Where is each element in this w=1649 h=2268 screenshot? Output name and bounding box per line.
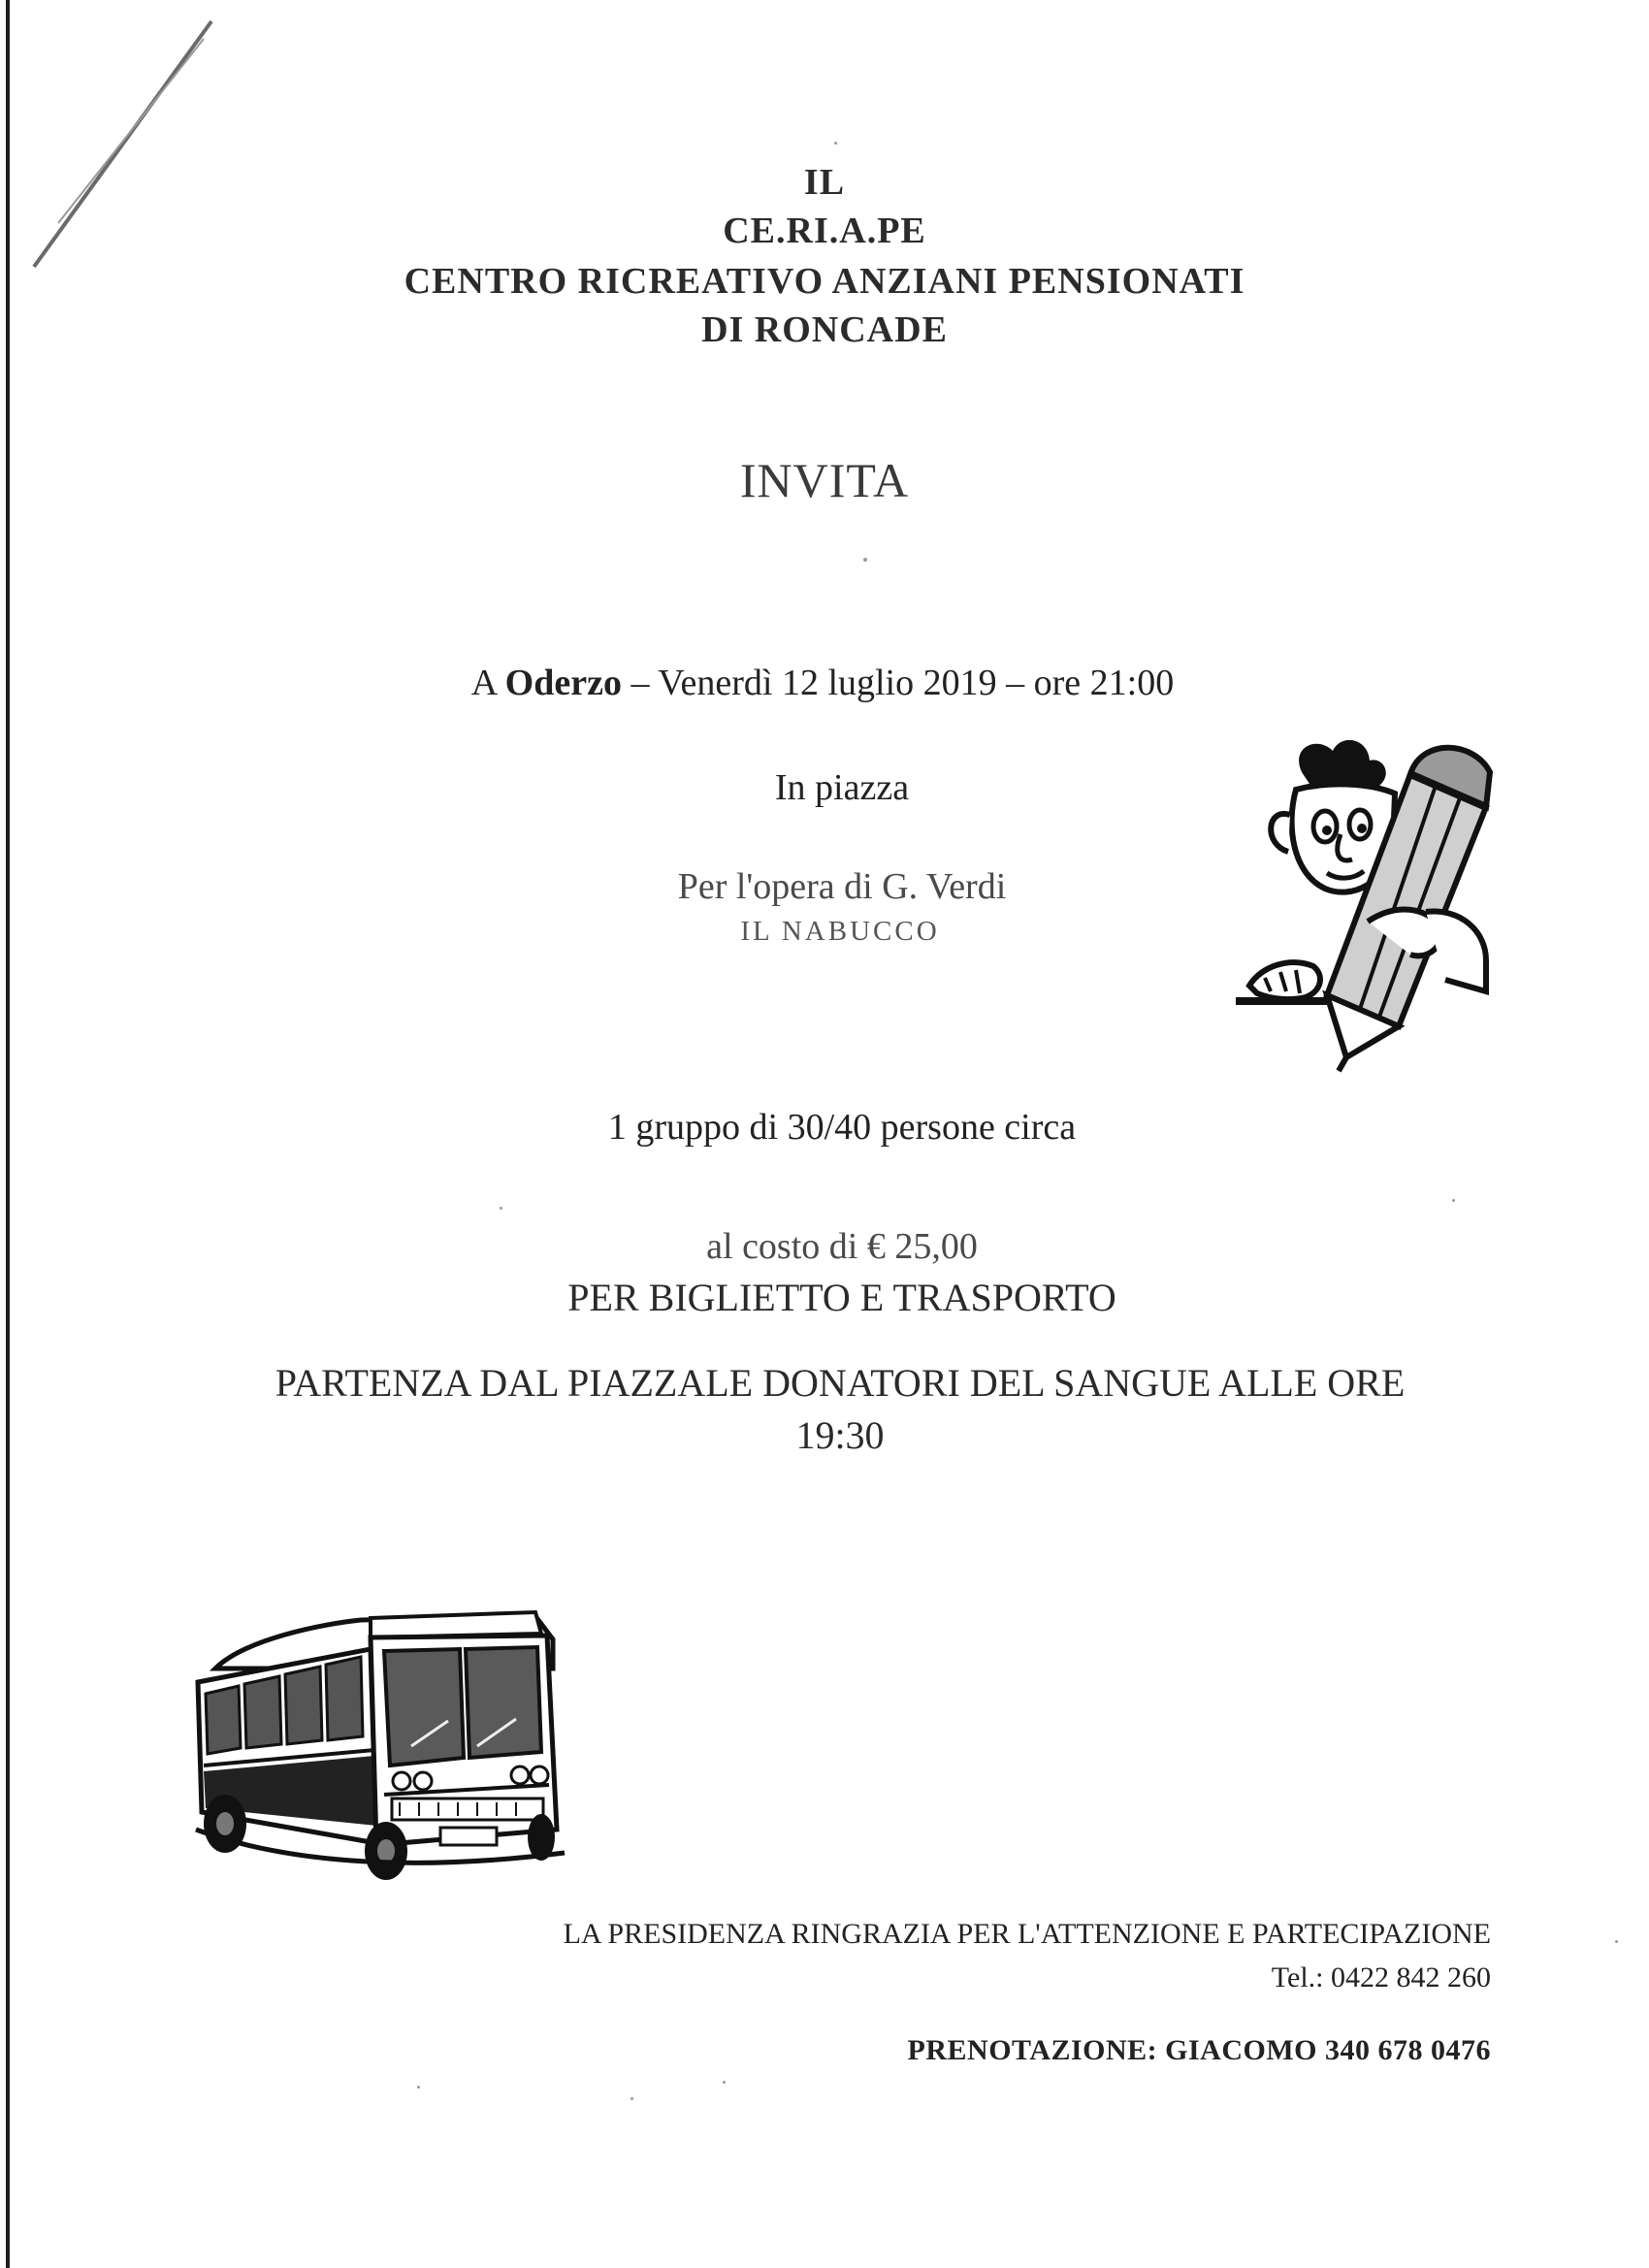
scan-speck — [630, 2097, 633, 2100]
scan-speck — [500, 1207, 502, 1210]
invita-heading: INVITA — [739, 453, 910, 507]
group-size: 1 gruppo di 30/40 persone circa — [607, 1107, 1077, 1148]
cost-includes: PER BIGLIETTO E TRASPORTO — [567, 1276, 1116, 1319]
scan-speck — [417, 2086, 420, 2089]
man-with-pencil-illustration — [1232, 718, 1523, 1077]
footer-phone: Tel.: 0422 842 260 — [1271, 1961, 1491, 1993]
event-location: In piazza — [774, 767, 910, 808]
departure-line: PARTENZA DAL PIAZZALE DONATORI DEL SANGUE ALLE ORE — [275, 1361, 1406, 1405]
bus-illustration — [186, 1601, 570, 1882]
footer-booking: PRENOTAZIONE: GIACOMO 340 678 0476 — [907, 2034, 1491, 2066]
cost-line: al costo di € 25,00 — [706, 1226, 978, 1267]
scan-speck — [723, 2081, 726, 2084]
opera-title: IL NABUCCO — [740, 916, 940, 947]
scan-speck — [863, 558, 867, 562]
event-date-time: – Venerdì 12 luglio 2019 – ore 21:00 — [621, 663, 1175, 703]
scan-speck — [1615, 1940, 1618, 1943]
event-prefix: A — [470, 663, 505, 703]
header-line-town: DI RONCADE — [701, 309, 948, 350]
event-date-line — [0, 662, 1647, 704]
header-line-org-name: CENTRO RICREATIVO ANZIANI PENSIONATI — [404, 261, 1245, 302]
departure-time: 19:30 — [795, 1413, 885, 1457]
header-line-il: IL — [803, 162, 846, 203]
scan-speck — [834, 142, 837, 145]
header-line-acronym: CE.RI.A.PE — [723, 211, 926, 251]
footer-thanks: LA PRESIDENZA RINGRAZIA PER L'ATTENZIONE E PARTECIPAZIONE — [563, 1918, 1491, 1950]
opera-line: Per l'opera di G. Verdi — [677, 866, 1007, 907]
event-place: Oderzo — [504, 663, 622, 703]
scan-speck — [1452, 1199, 1455, 1202]
